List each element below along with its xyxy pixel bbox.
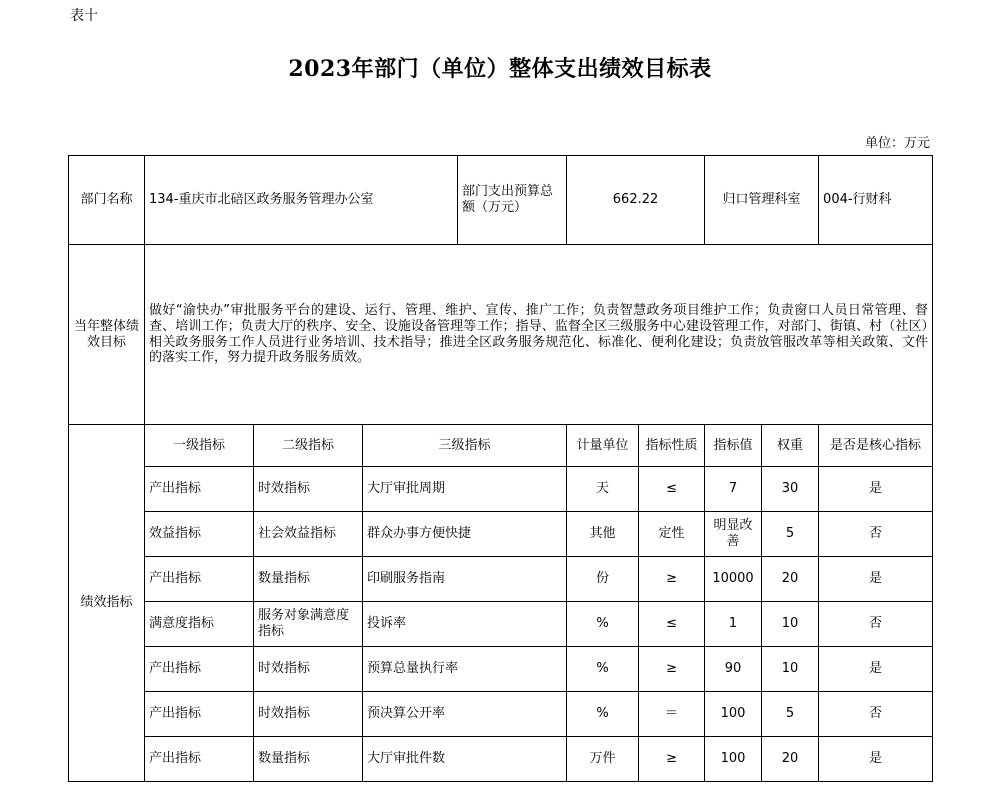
header-level2: 二级指标 <box>254 425 363 467</box>
indicator-section-label: 绩效指标 <box>69 425 145 782</box>
level2-cell: 时效指标 <box>254 647 363 692</box>
level1-cell: 产出指标 <box>145 647 254 692</box>
unit-cell: 万件 <box>567 737 639 782</box>
nature-cell: 定性 <box>639 512 705 557</box>
header-level1: 一级指标 <box>145 425 254 467</box>
unit-cell: 其他 <box>567 512 639 557</box>
core-cell: 否 <box>819 602 933 647</box>
unit-cell: % <box>567 602 639 647</box>
office-value: 004-行财科 <box>819 156 933 245</box>
level1-cell: 产出指标 <box>145 557 254 602</box>
level2-cell: 时效指标 <box>254 467 363 512</box>
weight-cell: 20 <box>762 737 819 782</box>
level1-cell: 产出指标 <box>145 737 254 782</box>
header-value: 指标值 <box>705 425 762 467</box>
nature-cell: ≥ <box>639 557 705 602</box>
value-cell: 100 <box>705 737 762 782</box>
document-title: 2023年部门（单位）整体支出绩效目标表 <box>288 56 712 82</box>
weight-cell: 30 <box>762 467 819 512</box>
level3-cell: 投诉率 <box>363 602 567 647</box>
level3-cell: 大厅审批件数 <box>363 737 567 782</box>
header-unit: 计量单位 <box>567 425 639 467</box>
level1-cell: 产出指标 <box>145 467 254 512</box>
table-number: 表十 <box>70 8 98 24</box>
header-nature: 指标性质 <box>639 425 705 467</box>
dept-info-row <box>69 156 933 245</box>
unit-cell: % <box>567 692 639 737</box>
indicator-header-row <box>69 425 933 467</box>
core-cell: 是 <box>819 647 933 692</box>
level1-cell: 产出指标 <box>145 692 254 737</box>
table-row <box>69 512 933 557</box>
value-cell: 10000 <box>705 557 762 602</box>
budget-value: 662.22 <box>567 156 705 245</box>
nature-cell: ≤ <box>639 602 705 647</box>
level2-cell: 时效指标 <box>254 692 363 737</box>
value-cell: 1 <box>705 602 762 647</box>
goal-row <box>69 245 933 425</box>
level3-cell: 大厅审批周期 <box>363 467 567 512</box>
unit-cell: % <box>567 647 639 692</box>
weight-cell: 10 <box>762 602 819 647</box>
unit-cell: 份 <box>567 557 639 602</box>
level2-cell: 服务对象满意度指标 <box>254 602 363 647</box>
level3-cell: 预决算公开率 <box>363 692 567 737</box>
level1-cell: 满意度指标 <box>145 602 254 647</box>
goal-label: 当年整体绩效目标 <box>69 245 145 425</box>
nature-cell: ≥ <box>639 737 705 782</box>
table-row <box>69 557 933 602</box>
nature-cell: ＝ <box>639 692 705 737</box>
goal-text: 做好“渝快办”审批服务平台的建设、运行、管理、维护、宣传、推广工作；负责智慧政务项目维护工作；负责窗口人员日常管理、督查、培训工作；负责大厅的秩序、安全、设施设备管理等工作；指导、监督全区三级服务中心建设管理工作，对部门、街镇、村（社区）相关政务服务工作人员进行业务培训、技术指导；推进全区政务服务规范化、标准化、便利化建设；负责放管服改革等相关政策、文件的落实工作，努力提升政务服务质效。 <box>145 245 933 425</box>
nature-cell: ≥ <box>639 647 705 692</box>
table-row <box>69 647 933 692</box>
weight-cell: 10 <box>762 647 819 692</box>
core-cell: 是 <box>819 737 933 782</box>
level2-cell: 社会效益指标 <box>254 512 363 557</box>
weight-cell: 5 <box>762 692 819 737</box>
unit-cell: 天 <box>567 467 639 512</box>
table-row <box>69 692 933 737</box>
weight-cell: 5 <box>762 512 819 557</box>
dept-name-label: 部门名称 <box>69 156 145 245</box>
office-label: 归口管理科室 <box>705 156 819 245</box>
budget-label: 部门支出预算总额（万元） <box>458 156 567 245</box>
unit-note: 单位：万元 <box>864 136 930 151</box>
value-cell: 90 <box>705 647 762 692</box>
header-core: 是否是核心指标 <box>819 425 933 467</box>
level3-cell: 预算总量执行率 <box>363 647 567 692</box>
level2-cell: 数量指标 <box>254 557 363 602</box>
weight-cell: 20 <box>762 557 819 602</box>
header-weight: 权重 <box>762 425 819 467</box>
level1-cell: 效益指标 <box>145 512 254 557</box>
core-cell: 否 <box>819 512 933 557</box>
performance-target-table <box>68 155 933 782</box>
header-level3: 三级指标 <box>363 425 567 467</box>
level3-cell: 印刷服务指南 <box>363 557 567 602</box>
table-row <box>69 467 933 512</box>
nature-cell: ≤ <box>639 467 705 512</box>
core-cell: 否 <box>819 692 933 737</box>
table-row <box>69 602 933 647</box>
value-cell: 明显改善 <box>705 512 762 557</box>
value-cell: 7 <box>705 467 762 512</box>
value-cell: 100 <box>705 692 762 737</box>
core-cell: 是 <box>819 557 933 602</box>
level3-cell: 群众办事方便快捷 <box>363 512 567 557</box>
core-cell: 是 <box>819 467 933 512</box>
dept-name-value: 134-重庆市北碚区政务服务管理办公室 <box>145 156 458 245</box>
level2-cell: 数量指标 <box>254 737 363 782</box>
table-row <box>69 737 933 782</box>
